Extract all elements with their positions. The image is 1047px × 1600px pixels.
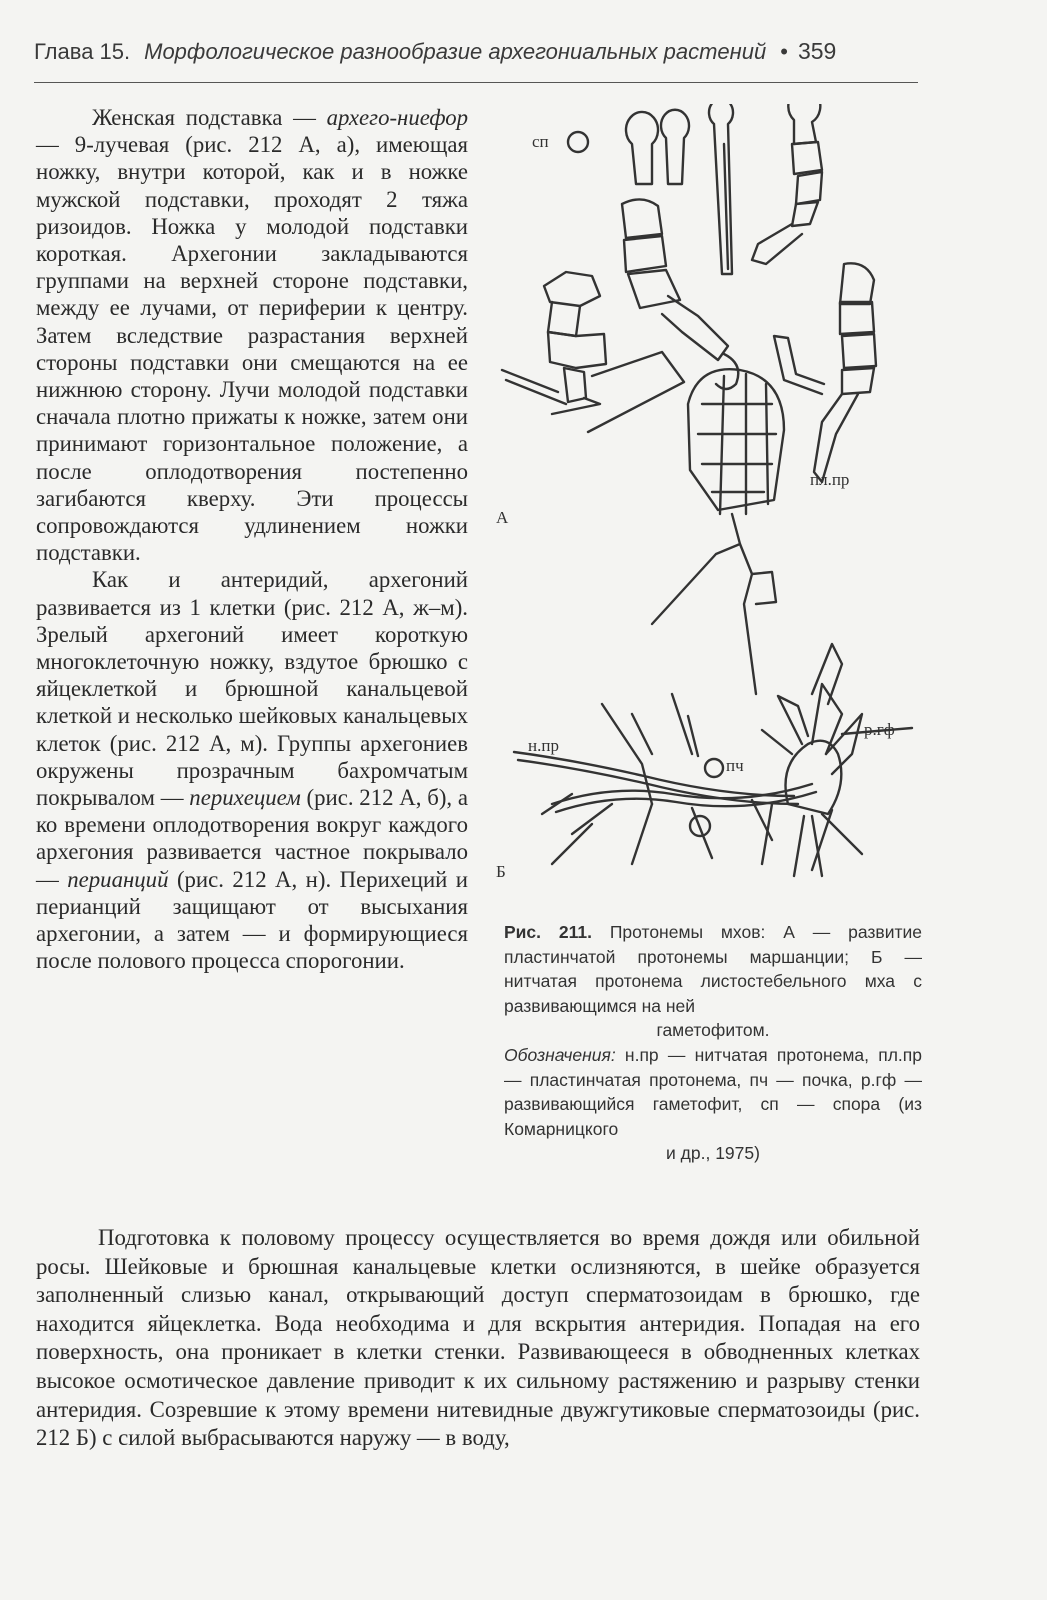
term-archegoniophore: архего-ниефор [326, 105, 468, 130]
chapter-title: Морфологическое разнообразие архегониальных растений [144, 39, 767, 64]
label-plate-protonema: пл.пр [810, 470, 850, 489]
paragraph-archegoniophore: Женская подставка — архего-ниефор — 9-лучевая (рис. 212 А, а), имеющая ножку, внутри которой, как и в ножке мужской подставки, проходят 2 тяжа ризоидов. Ножка у молодой подставки короткая. Архегонии закладываются группами на верхней стороне подставки, между ее лучами, от периферии к центру. Затем вследствие разрастания верхней стороны подставки они смещаются на ее нижнюю сторону. Лучи молодой подставки сначала плотно прижаты к ножке, затем они принимают горизонтальное положение, а после оплодотворения постепенно загибаются кверху. Эти процессы сопровождаются удлинением ножки подставки. [36, 105, 468, 566]
page-number: 359 [797, 38, 837, 64]
paragraph-archegonium: Как и антеридий, архегоний развивается из 1 клетки (рис. 212 А, ж–м). Зрелый архегоний имеет короткую многоклеточную ножку, вздутое брюшко с яйцеклеткой и брюшной канальцевой клеткой и несколько шейковых канальцевых клеток (рис. 212 А, м). Группы архегониев окружены прозрачным бахромчатым покрывалом — перихецием (рис. 212 А, б), а ко времени оплодотворения вокруг каждого архегония развивается частное покрывало — перианций (рис. 212 А, н). Перихеций и перианций защищают от высыхания архегонии, а затем — и формирующиеся после полового процесса спорогонии. [36, 567, 469, 974]
caption-description: Рис. 211. Протонемы мхов: А — развитие пластинчатой протонемы маршанции; Б — нитчатая протонема листостебельного мха с развивающимся на ней гаметофитом. [504, 922, 922, 1041]
figure-211 [492, 104, 932, 924]
figure-caption [504, 920, 922, 1166]
label-bud: пч [726, 756, 744, 775]
caption-title: Рис. 211. [504, 922, 592, 942]
term-perianth: перианций [67, 866, 169, 892]
bottom-text [36, 1224, 920, 1453]
label-panel-b: Б [496, 862, 506, 881]
legend-label: Обозначения: [504, 1044, 616, 1065]
label-spore: сп [532, 132, 549, 151]
label-filament-protonema: н.пр [528, 736, 559, 755]
running-header [34, 38, 918, 83]
label-gametophyte: р.гф [864, 720, 895, 739]
caption-legend: Обозначения: н.пр — нитчатая протонема, пл.пр — пластинчатая протонема, пч — почка, р.гф — развивающийся гаметофит, сп — спора (из Комарницкого и др., 1975) [504, 1044, 922, 1164]
left-column-text [36, 104, 468, 975]
chapter-number: Глава 15. [34, 39, 131, 64]
header-bullet: • [780, 39, 788, 64]
paragraph-fertilization-prep: Подготовка к половому процессу осуществляется во время дождя или обильной росы. Шейковые и брюшная канальцевые клетки ослизняются, в шейке образуется заполненный слизью канал, открывающий доступ сперматозоидам в брюшко, где находится яйцеклетка. Вода необходима и для вскрытия антеридия. Попадая на его поверхность, она проникает в клетки стенки. Развивающееся в обводненных клетках высокое осмотическое давление приводит к их сильному растяжению и разрыву стенки антеридия. Созревшие к этому времени нитевидные двужгутиковые сперматозоиды (рис. 212 Б) с силой выбрасываются наружу — в воду, [36, 1225, 920, 1451]
term-perichaetium: перихецием [189, 785, 301, 811]
label-panel-a: А [496, 508, 509, 527]
protonema-illustration [492, 104, 932, 924]
